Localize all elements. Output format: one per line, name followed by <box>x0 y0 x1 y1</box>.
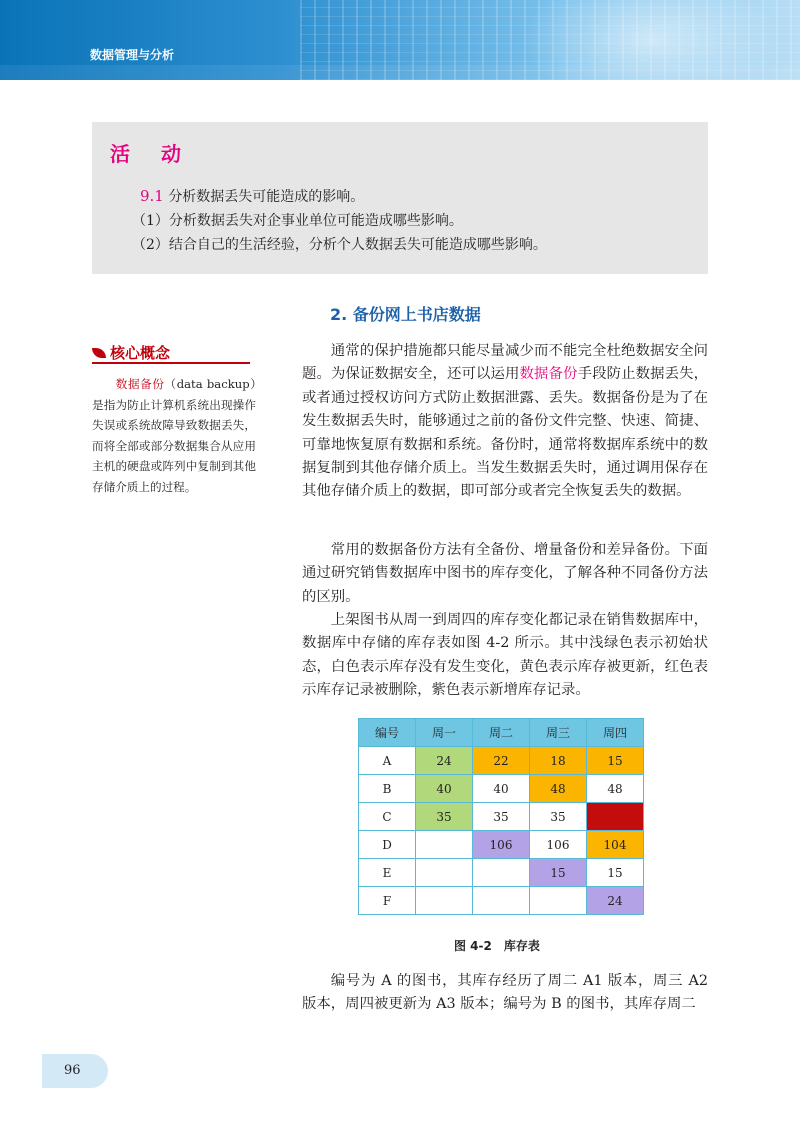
table-cell: 35 <box>416 803 473 831</box>
page-number: 96 <box>64 1063 81 1078</box>
core-concept-header <box>92 342 252 364</box>
table-cell: 106 <box>530 831 587 859</box>
table-cell <box>473 859 530 887</box>
section-heading: 2. 备份网上书店数据 <box>330 305 481 324</box>
table-row-id: A <box>359 747 416 775</box>
table-row-id: C <box>359 803 416 831</box>
table-header-cell: 周二 <box>473 719 530 747</box>
body-paragraph-4: 编号为 A 的图书，其库存经历了周二 A1 版本，周三 A2 版本，周四被更新为 A3 版本；编号为 B 的图书，其库存周二 <box>302 973 708 1013</box>
core-concept-term: 数据备份 <box>115 377 165 391</box>
body-paragraph-1 <box>302 340 708 504</box>
table-cell <box>587 803 644 831</box>
activity-title: 活 动 <box>110 142 193 166</box>
core-concept-definition-text: （data backup）是指为防止计算机系统出现操作失误或系统故障导致数据丢失，而将全部或部分数据集合从应用主机的硬盘或阵列中复制到其他存储介质上的过程。 <box>92 377 256 494</box>
core-concept-title: 核心概念 <box>110 344 171 362</box>
table-row <box>359 775 644 803</box>
activity-box <box>92 122 708 274</box>
table-cell: 24 <box>416 747 473 775</box>
table-cell <box>416 859 473 887</box>
table-cell: 15 <box>587 859 644 887</box>
core-concept-definition <box>92 374 256 497</box>
table-cell: 18 <box>530 747 587 775</box>
table-cell: 40 <box>416 775 473 803</box>
table-row-id: E <box>359 859 416 887</box>
table-cell <box>530 887 587 915</box>
activity-sub-2: （2）结合自己的生活经验，分析个人数据丢失可能造成哪些影响。 <box>132 237 547 253</box>
table-header-row <box>359 719 644 747</box>
table-cell: 15 <box>587 747 644 775</box>
table-row-id: F <box>359 887 416 915</box>
table-cell: 48 <box>587 775 644 803</box>
table-cell: 40 <box>473 775 530 803</box>
table-cell: 15 <box>530 859 587 887</box>
activity-item <box>140 186 364 206</box>
table-header-cell: 编号 <box>359 719 416 747</box>
book-title: 数据管理与分析 <box>90 48 175 62</box>
table-header-cell: 周一 <box>416 719 473 747</box>
table-row <box>359 803 644 831</box>
leaf-icon <box>92 348 106 358</box>
table-row-id: B <box>359 775 416 803</box>
table-cell: 48 <box>530 775 587 803</box>
table-row-id: D <box>359 831 416 859</box>
table-header-cell: 周三 <box>530 719 587 747</box>
p1-term: 数据备份 <box>519 366 578 383</box>
body-paragraph-2: 常用的数据备份方法有全备份、增量备份和差异备份。下面通过研究销售数据库中图书的库存变化，了解各种不同备份方法的区别。 <box>302 542 708 605</box>
body-paragraph-3: 上架图书从周一到周四的库存变化都记录在销售数据库中，数据库中存储的库存表如图 4-2 所示。其中浅绿色表示初始状态，白色表示库存没有发生变化，黄色表示库存被更新，红色表示库存记录被删除，紫色表示新增库存记录。 <box>302 612 708 699</box>
table-row <box>359 831 644 859</box>
activity-item-number: 9.1 <box>140 187 164 205</box>
activity-sub-1: （1）分析数据丢失对企事业单位可能造成哪些影响。 <box>132 213 463 229</box>
table-row <box>359 747 644 775</box>
core-concept-rule <box>92 362 250 364</box>
activity-item-text: 分析数据丢失可能造成的影响。 <box>168 189 365 205</box>
table-row <box>359 887 644 915</box>
table-cell <box>416 831 473 859</box>
figure-caption: 图 4-2 库存表 <box>454 939 540 953</box>
table-cell <box>416 887 473 915</box>
table-cell: 106 <box>473 831 530 859</box>
table-cell: 104 <box>587 831 644 859</box>
table-cell: 24 <box>587 887 644 915</box>
table-cell: 22 <box>473 747 530 775</box>
p1-part-a: 通常的保护措施都只能尽量减少而不能完全杜绝数据安全问题。为保证数据安全，还可以运用 <box>302 343 708 383</box>
table-cell: 35 <box>530 803 587 831</box>
table-body <box>359 747 644 915</box>
table-cell: 35 <box>473 803 530 831</box>
p1-part-b: 手段防止数据丢失，或者通过授权访问方式防止数据泄露、丢失。数据备份是为了在发生数据丢失时，能够通过之前的备份文件完整、快速、简捷、可靠地恢复原有数据和系统。备份时，通常将数据库系统中的数据复制到其他存储介质上。当发生数据丢失时，通过调用保存在其他存储介质上的数据，即可部分或者完全恢复丢失的数据。 <box>302 366 708 500</box>
header-strip <box>0 65 800 80</box>
page-number-tab <box>42 1054 108 1088</box>
table-cell <box>473 887 530 915</box>
table-row <box>359 859 644 887</box>
inventory-table <box>358 718 644 915</box>
page-header <box>0 0 800 80</box>
table-header-cell: 周四 <box>587 719 644 747</box>
